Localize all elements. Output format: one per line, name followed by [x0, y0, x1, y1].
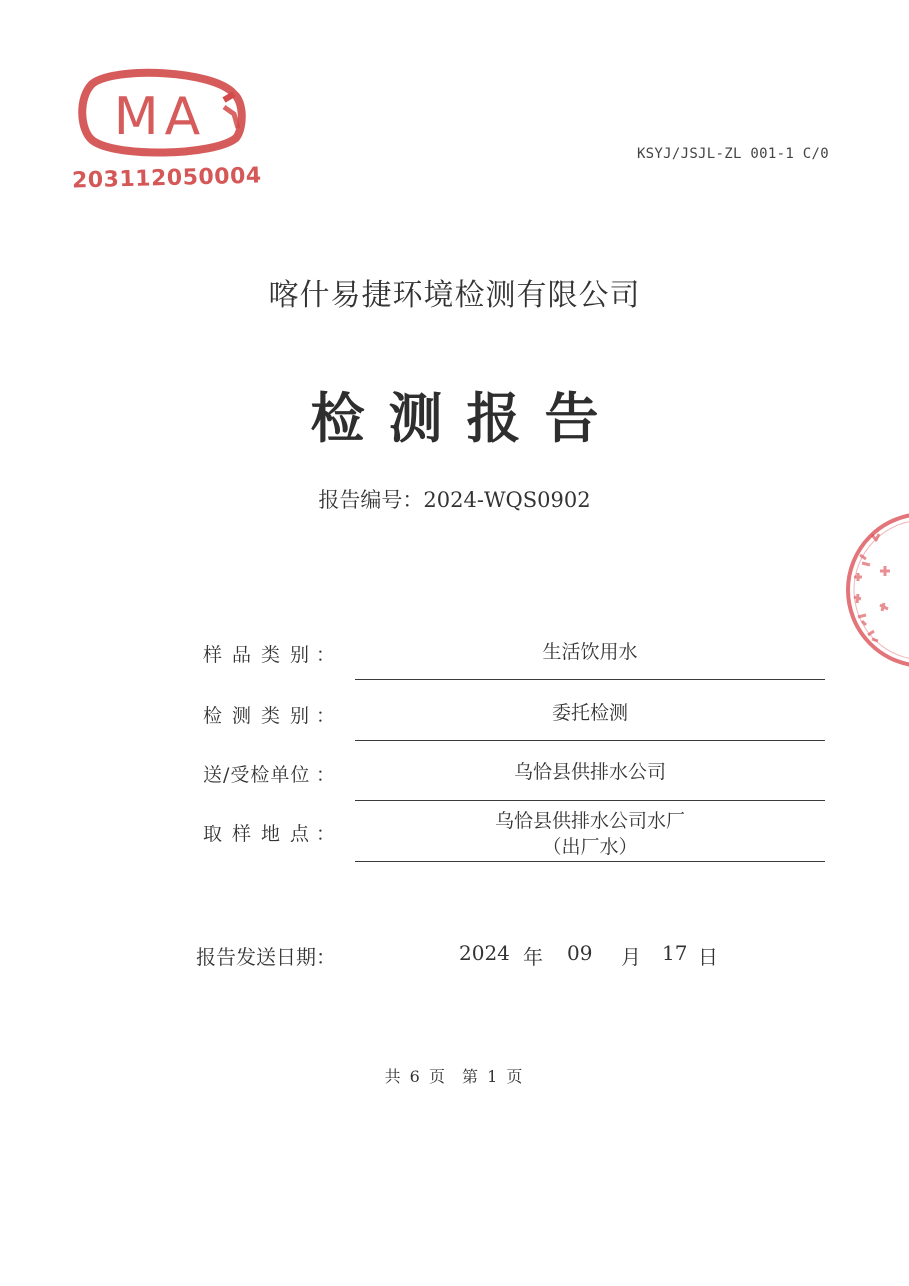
field-label: 检测类别 [203, 705, 320, 727]
field-value: 生活饮用水 [542, 641, 638, 663]
page-current: 第 1 页 [462, 1067, 525, 1086]
field-colon: ： [316, 823, 336, 845]
field-value-line-1: 乌恰县供排水公司水厂 [494, 810, 685, 832]
report-number-label: 报告编号： [318, 488, 424, 512]
company-name: 喀什易捷环境检测有限公司 [268, 278, 641, 313]
issue-date-month-unit: 月 [621, 945, 641, 969]
svg-text:MA: MA [113, 87, 207, 147]
field-value: 委托检测 [551, 702, 628, 724]
page-indicator [0, 1064, 909, 1087]
field-test-type [0, 701, 909, 761]
company-seal-partial [846, 505, 909, 675]
field-value: 乌恰县供排水公司 [513, 761, 666, 783]
field-underline [355, 861, 825, 862]
page-total: 共 6 页 [384, 1067, 447, 1086]
document-control-code: KSYJ/JSJL-ZL 001-1 C/0 [636, 146, 829, 162]
field-value-line-2: （出厂水） [542, 836, 638, 858]
report-number-value: 2024-WQS0902 [423, 488, 591, 512]
issue-date-year-unit: 年 [523, 945, 543, 969]
field-underline [355, 740, 825, 741]
cma-certificate-number: 203112050004 [71, 163, 262, 194]
field-label: 送/受检单位 [203, 764, 311, 786]
report-title: 检测报告 [310, 386, 623, 450]
field-colon: ： [316, 764, 336, 786]
field-underline [355, 800, 825, 801]
issue-date-month: 09 [567, 941, 593, 965]
field-label: 样品类别 [203, 644, 320, 666]
field-label: 取样地点 [203, 823, 320, 845]
issue-date-day-unit: 日 [698, 945, 718, 969]
issue-date-day: 17 [662, 941, 688, 965]
issue-date-year: 2024 [459, 941, 510, 965]
report-number [0, 484, 909, 514]
field-colon: ： [316, 644, 336, 666]
field-sample-type [0, 640, 909, 700]
issue-date-label: 报告发送日期： [196, 945, 336, 969]
field-sampling-location [0, 809, 909, 869]
field-colon: ： [316, 705, 336, 727]
field-underline [355, 679, 825, 680]
